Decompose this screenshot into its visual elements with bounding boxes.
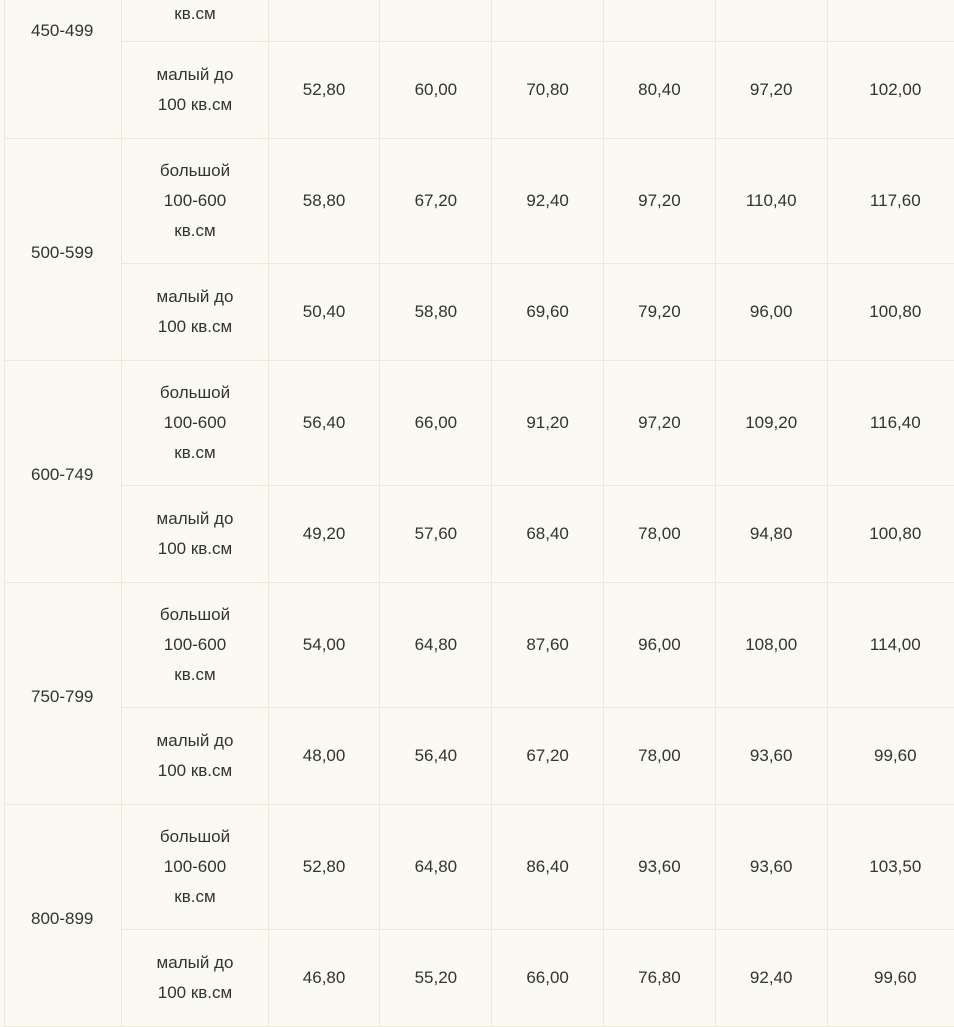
price-cell [715, 0, 827, 42]
price-cell: 93,60 [715, 805, 827, 930]
price-cell: 117,60 [827, 139, 954, 264]
price-cell: 67,20 [492, 708, 604, 805]
price-cell: 96,00 [604, 583, 716, 708]
price-cell [380, 0, 492, 42]
price-cell: 54,00 [268, 583, 380, 708]
size-line: кв.см [130, 882, 259, 912]
size-cell [122, 805, 268, 930]
price-cell: 79,20 [604, 264, 716, 361]
price-cell: 91,20 [492, 361, 604, 486]
table-row [5, 264, 954, 361]
price-cell: 100,80 [827, 486, 954, 583]
size-line: кв.см [130, 660, 259, 690]
size-line: малый до [130, 504, 259, 534]
price-cell: 52,80 [268, 805, 380, 930]
price-cell: 58,80 [268, 139, 380, 264]
size-line: 100-600 [130, 852, 259, 882]
price-cell: 94,80 [715, 486, 827, 583]
price-cell: 64,80 [380, 805, 492, 930]
price-cell: 49,20 [268, 486, 380, 583]
size-line: кв.см [130, 216, 259, 246]
price-cell: 100,80 [827, 264, 954, 361]
size-line: большой [130, 822, 259, 852]
table-row [5, 486, 954, 583]
price-cell: 110,40 [715, 139, 827, 264]
size-line: 100 кв.см [130, 978, 259, 1008]
price-cell: 97,20 [715, 42, 827, 139]
size-cell [122, 264, 268, 361]
price-cell: 60,00 [380, 42, 492, 139]
table-row [5, 42, 954, 139]
price-table-body [5, 0, 954, 1027]
size-line: большой [130, 600, 259, 630]
size-cell [122, 361, 268, 486]
table-row [5, 708, 954, 805]
price-cell: 78,00 [604, 486, 716, 583]
price-table [4, 0, 954, 1027]
price-cell: 92,40 [715, 930, 827, 1027]
price-cell: 109,20 [715, 361, 827, 486]
price-cell: 69,60 [492, 264, 604, 361]
size-cell [122, 930, 268, 1027]
price-cell: 68,40 [492, 486, 604, 583]
range-cell: 600-749 [5, 361, 122, 583]
size-cell [122, 708, 268, 805]
price-cell [827, 0, 954, 42]
price-cell: 70,80 [492, 42, 604, 139]
price-cell: 99,60 [827, 708, 954, 805]
price-cell: 114,00 [827, 583, 954, 708]
price-cell: 116,40 [827, 361, 954, 486]
price-table-container [4, 0, 954, 1027]
price-cell: 80,40 [604, 42, 716, 139]
price-cell: 86,40 [492, 805, 604, 930]
range-cell: 750-799 [5, 583, 122, 805]
price-cell: 103,50 [827, 805, 954, 930]
size-line: 100 кв.см [130, 756, 259, 786]
price-cell [492, 0, 604, 42]
size-line: 100-600 [130, 186, 259, 216]
price-cell: 66,00 [492, 930, 604, 1027]
size-line: 100 кв.см [130, 534, 259, 564]
price-cell: 96,00 [715, 264, 827, 361]
size-line: малый до [130, 60, 259, 90]
price-cell [604, 0, 716, 42]
table-row [5, 805, 954, 930]
size-line: большой [130, 156, 259, 186]
size-line: малый до [130, 726, 259, 756]
price-cell: 48,00 [268, 708, 380, 805]
table-row [5, 361, 954, 486]
size-line: малый до [130, 282, 259, 312]
size-cell [122, 486, 268, 583]
range-cell: 500-599 [5, 139, 122, 361]
size-line: 100 кв.см [130, 312, 259, 342]
price-cell: 67,20 [380, 139, 492, 264]
size-cell [122, 0, 268, 42]
range-cell: 450-499 [5, 0, 122, 139]
size-cell [122, 583, 268, 708]
size-line: кв.см [130, 438, 259, 468]
price-cell: 50,40 [268, 264, 380, 361]
price-cell: 93,60 [604, 805, 716, 930]
price-cell: 108,00 [715, 583, 827, 708]
price-cell: 58,80 [380, 264, 492, 361]
price-cell: 55,20 [380, 930, 492, 1027]
price-cell: 56,40 [380, 708, 492, 805]
size-cell [122, 42, 268, 139]
price-cell: 92,40 [492, 139, 604, 264]
price-cell: 76,80 [604, 930, 716, 1027]
price-cell: 66,00 [380, 361, 492, 486]
price-cell: 97,20 [604, 361, 716, 486]
size-line: большой [130, 378, 259, 408]
price-cell: 97,20 [604, 139, 716, 264]
price-cell: 99,60 [827, 930, 954, 1027]
table-row [5, 930, 954, 1027]
table-row [5, 0, 954, 42]
size-cell [122, 139, 268, 264]
price-cell: 78,00 [604, 708, 716, 805]
size-line: 100-600 [130, 408, 259, 438]
price-cell: 56,40 [268, 361, 380, 486]
price-cell: 93,60 [715, 708, 827, 805]
price-cell [268, 0, 380, 42]
price-cell: 102,00 [827, 42, 954, 139]
size-line: кв.см [130, 0, 259, 29]
size-line: 100-600 [130, 630, 259, 660]
table-row [5, 583, 954, 708]
range-cell: 800-899 [5, 805, 122, 1027]
price-cell: 87,60 [492, 583, 604, 708]
size-line: малый до [130, 948, 259, 978]
price-cell: 52,80 [268, 42, 380, 139]
table-row [5, 139, 954, 264]
size-line: 100 кв.см [130, 90, 259, 120]
price-cell: 64,80 [380, 583, 492, 708]
price-cell: 57,60 [380, 486, 492, 583]
price-cell: 46,80 [268, 930, 380, 1027]
